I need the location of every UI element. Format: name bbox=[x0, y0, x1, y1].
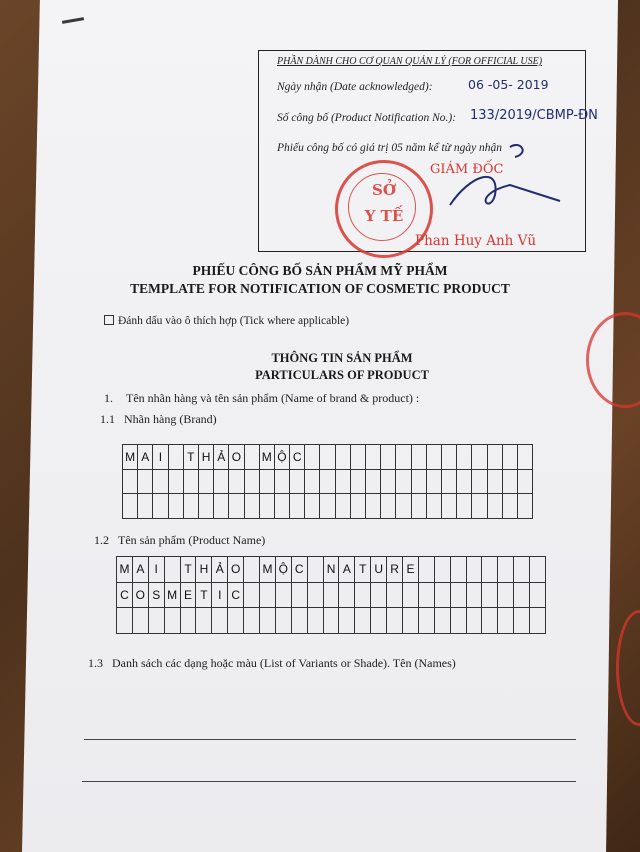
grid-cell bbox=[196, 608, 212, 634]
grid-cell: C bbox=[228, 583, 244, 609]
grid-cell bbox=[320, 470, 335, 495]
grid-cell: Ộ bbox=[275, 445, 290, 470]
grid-cell bbox=[305, 494, 320, 519]
validity-note: Phiếu công bố có giá trị 05 năm kể từ ngày nhận bbox=[277, 142, 503, 154]
grid-cell: E bbox=[181, 583, 197, 609]
grid-cell bbox=[503, 494, 518, 519]
grid-cell bbox=[498, 557, 514, 583]
grid-cell bbox=[260, 608, 276, 634]
grid-cell bbox=[514, 557, 530, 583]
grid-cell bbox=[153, 470, 168, 495]
form-title-vi: PHIẾU CÔNG BỐ SẢN PHẨM MỸ PHẨM bbox=[192, 263, 448, 278]
grid-cell bbox=[381, 494, 396, 519]
grid-cell bbox=[320, 445, 335, 470]
grid-cell bbox=[214, 494, 229, 519]
grid-cell: A bbox=[138, 445, 153, 470]
grid-cell: M bbox=[123, 445, 138, 470]
grid-cell: I bbox=[149, 557, 165, 583]
grid-cell bbox=[320, 494, 335, 519]
grid-cell: O bbox=[229, 445, 244, 470]
grid-cell bbox=[292, 583, 308, 609]
grid-cell bbox=[451, 583, 467, 609]
grid-cell bbox=[427, 470, 442, 495]
grid-cell bbox=[336, 470, 351, 495]
item-1-number: 1. bbox=[104, 391, 113, 405]
grid-cell bbox=[336, 494, 351, 519]
grid-cell bbox=[292, 608, 308, 634]
grid-cell bbox=[427, 445, 442, 470]
grid-cell bbox=[244, 557, 260, 583]
grid-cell bbox=[290, 494, 305, 519]
product-name-grid bbox=[116, 556, 546, 634]
grid-cell bbox=[412, 445, 427, 470]
grid-cell bbox=[228, 608, 244, 634]
grid-cell: A bbox=[133, 557, 149, 583]
grid-cell bbox=[514, 583, 530, 609]
section-title-en: PARTICULARS OF PRODUCT bbox=[255, 368, 429, 382]
official-header: PHẦN DÀNH CHO CƠ QUAN QUẢN LÝ (FOR OFFICIAL USE) bbox=[277, 56, 543, 67]
grid-cell bbox=[123, 494, 138, 519]
grid-cell: T bbox=[184, 445, 199, 470]
grid-cell bbox=[184, 494, 199, 519]
grid-cell bbox=[245, 445, 260, 470]
grid-cell bbox=[308, 557, 324, 583]
grid-cell bbox=[482, 583, 498, 609]
notification-number-value: 133/2019/CBMP-ĐN bbox=[470, 108, 598, 123]
grid-cell bbox=[518, 470, 533, 495]
grid-cell: C bbox=[292, 557, 308, 583]
grid-cell bbox=[133, 608, 149, 634]
grid-cell bbox=[514, 608, 530, 634]
notification-number-label: Số công bố (Product Notification No.): bbox=[277, 112, 457, 124]
grid-cell bbox=[308, 608, 324, 634]
grid-cell bbox=[451, 608, 467, 634]
grid-cell bbox=[488, 470, 503, 495]
grid-cell: E bbox=[403, 557, 419, 583]
tick-note-text: Đánh dấu vào ô thích hợp (Tick where applicable) bbox=[118, 315, 350, 327]
grid-cell: I bbox=[153, 445, 168, 470]
grid-cell bbox=[396, 445, 411, 470]
grid-cell bbox=[435, 608, 451, 634]
grid-cell bbox=[435, 583, 451, 609]
grid-cell bbox=[275, 470, 290, 495]
grid-cell bbox=[244, 608, 260, 634]
grid-cell bbox=[498, 608, 514, 634]
grid-cell bbox=[530, 583, 546, 609]
grid-cell bbox=[488, 445, 503, 470]
grid-cell bbox=[371, 608, 387, 634]
grid-cell: N bbox=[324, 557, 340, 583]
grid-cell bbox=[245, 470, 260, 495]
grid-cell bbox=[435, 557, 451, 583]
grid-cell: C bbox=[290, 445, 305, 470]
date-acknowledged-value: 06 -05- 2019 bbox=[468, 77, 549, 92]
grid-cell: U bbox=[371, 557, 387, 583]
grid-cell: Ả bbox=[212, 557, 228, 583]
grid-cell bbox=[518, 445, 533, 470]
grid-cell bbox=[366, 494, 381, 519]
grid-cell: S bbox=[149, 583, 165, 609]
grid-cell bbox=[276, 608, 292, 634]
grid-cell: Ả bbox=[214, 445, 229, 470]
grid-cell bbox=[308, 583, 324, 609]
grid-cell bbox=[396, 470, 411, 495]
grid-cell bbox=[339, 583, 355, 609]
grid-cell bbox=[467, 557, 483, 583]
grid-cell: H bbox=[196, 557, 212, 583]
grid-cell bbox=[442, 494, 457, 519]
grid-cell bbox=[199, 494, 214, 519]
grid-cell bbox=[324, 583, 340, 609]
item-1-2-number: 1.2 bbox=[94, 533, 109, 547]
grid-cell bbox=[169, 445, 184, 470]
grid-cell bbox=[324, 608, 340, 634]
grid-cell bbox=[419, 608, 435, 634]
grid-cell bbox=[467, 608, 483, 634]
grid-cell: Ộ bbox=[276, 557, 292, 583]
grid-cell bbox=[503, 470, 518, 495]
grid-cell: M bbox=[117, 557, 133, 583]
grid-cell bbox=[412, 470, 427, 495]
grid-cell bbox=[530, 557, 546, 583]
grid-cell bbox=[339, 608, 355, 634]
grid-cell bbox=[472, 445, 487, 470]
grid-cell bbox=[275, 494, 290, 519]
grid-cell bbox=[138, 494, 153, 519]
grid-cell bbox=[387, 608, 403, 634]
grid-cell bbox=[419, 583, 435, 609]
variants-line-2 bbox=[82, 781, 576, 782]
grid-cell bbox=[351, 445, 366, 470]
grid-cell bbox=[123, 470, 138, 495]
item-1-1-number: 1.1 bbox=[100, 412, 115, 426]
grid-cell bbox=[169, 470, 184, 495]
grid-cell: M bbox=[260, 557, 276, 583]
grid-cell bbox=[451, 557, 467, 583]
grid-cell bbox=[442, 445, 457, 470]
grid-cell bbox=[488, 494, 503, 519]
grid-cell bbox=[467, 583, 483, 609]
grid-cell bbox=[381, 470, 396, 495]
grid-cell bbox=[305, 445, 320, 470]
grid-cell bbox=[472, 470, 487, 495]
grid-cell bbox=[366, 470, 381, 495]
grid-cell bbox=[503, 445, 518, 470]
grid-cell: C bbox=[117, 583, 133, 609]
form-title-en: TEMPLATE FOR NOTIFICATION OF COSMETIC PRODUCT bbox=[130, 281, 510, 296]
item-1-1-text: Nhãn hàng (Brand) bbox=[124, 412, 217, 426]
grid-cell bbox=[355, 608, 371, 634]
brand-grid bbox=[122, 444, 533, 519]
grid-cell bbox=[169, 494, 184, 519]
item-1-3-number: 1.3 bbox=[88, 656, 103, 670]
grid-cell: I bbox=[212, 583, 228, 609]
grid-cell bbox=[153, 494, 168, 519]
tick-note bbox=[104, 315, 349, 327]
grid-cell bbox=[498, 583, 514, 609]
grid-cell bbox=[518, 494, 533, 519]
grid-cell bbox=[355, 583, 371, 609]
grid-cell bbox=[245, 494, 260, 519]
seal-text-2: Y TẾ bbox=[364, 207, 404, 225]
grid-cell bbox=[482, 557, 498, 583]
grid-cell bbox=[381, 445, 396, 470]
grid-cell bbox=[184, 470, 199, 495]
variants-line-1 bbox=[84, 739, 576, 740]
grid-cell bbox=[165, 557, 181, 583]
grid-cell bbox=[229, 494, 244, 519]
item-1-2-text: Tên sản phẩm (Product Name) bbox=[118, 533, 266, 547]
grid-cell bbox=[276, 583, 292, 609]
grid-cell: R bbox=[387, 557, 403, 583]
grid-cell bbox=[138, 470, 153, 495]
section-title-vi: THÔNG TIN SẢN PHẨM bbox=[271, 351, 413, 365]
date-acknowledged-label: Ngày nhận (Date acknowledged): bbox=[277, 81, 433, 93]
item-1-3-text: Danh sách các dạng hoặc màu (List of Variants or Shade). Tên (Names) bbox=[112, 656, 456, 670]
director-title: GIÁM ĐỐC bbox=[430, 162, 504, 177]
grid-cell bbox=[199, 470, 214, 495]
checkbox-icon bbox=[104, 315, 114, 325]
grid-cell bbox=[457, 470, 472, 495]
grid-cell bbox=[229, 470, 244, 495]
grid-cell bbox=[117, 608, 133, 634]
grid-cell: M bbox=[260, 445, 275, 470]
grid-cell bbox=[214, 470, 229, 495]
grid-cell bbox=[212, 608, 228, 634]
grid-cell bbox=[403, 583, 419, 609]
grid-cell bbox=[371, 583, 387, 609]
seal-text-1: SỞ bbox=[372, 181, 396, 199]
grid-cell bbox=[403, 608, 419, 634]
grid-cell bbox=[260, 494, 275, 519]
grid-cell: T bbox=[196, 583, 212, 609]
grid-cell bbox=[457, 445, 472, 470]
grid-cell: T bbox=[181, 557, 197, 583]
grid-cell bbox=[290, 470, 305, 495]
grid-cell: O bbox=[228, 557, 244, 583]
grid-cell bbox=[351, 494, 366, 519]
grid-cell bbox=[457, 494, 472, 519]
grid-cell bbox=[396, 494, 411, 519]
grid-cell bbox=[482, 608, 498, 634]
grid-cell bbox=[149, 608, 165, 634]
grid-cell: A bbox=[339, 557, 355, 583]
item-1-text: Tên nhãn hàng và tên sản phẩm (Name of brand & product) : bbox=[126, 391, 420, 405]
grid-cell bbox=[387, 583, 403, 609]
grid-cell: O bbox=[133, 583, 149, 609]
director-name: Phan Huy Anh Vũ bbox=[415, 233, 537, 249]
grid-cell: H bbox=[199, 445, 214, 470]
grid-cell bbox=[442, 470, 457, 495]
grid-cell bbox=[427, 494, 442, 519]
grid-cell: M bbox=[165, 583, 181, 609]
grid-cell bbox=[419, 557, 435, 583]
grid-cell: T bbox=[355, 557, 371, 583]
grid-cell bbox=[530, 608, 546, 634]
grid-cell bbox=[305, 470, 320, 495]
grid-cell bbox=[181, 608, 197, 634]
grid-cell bbox=[260, 470, 275, 495]
grid-cell bbox=[412, 494, 427, 519]
grid-cell bbox=[351, 470, 366, 495]
grid-cell bbox=[244, 583, 260, 609]
grid-cell bbox=[336, 445, 351, 470]
grid-cell bbox=[165, 608, 181, 634]
grid-cell bbox=[260, 583, 276, 609]
grid-cell bbox=[472, 494, 487, 519]
grid-cell bbox=[366, 445, 381, 470]
